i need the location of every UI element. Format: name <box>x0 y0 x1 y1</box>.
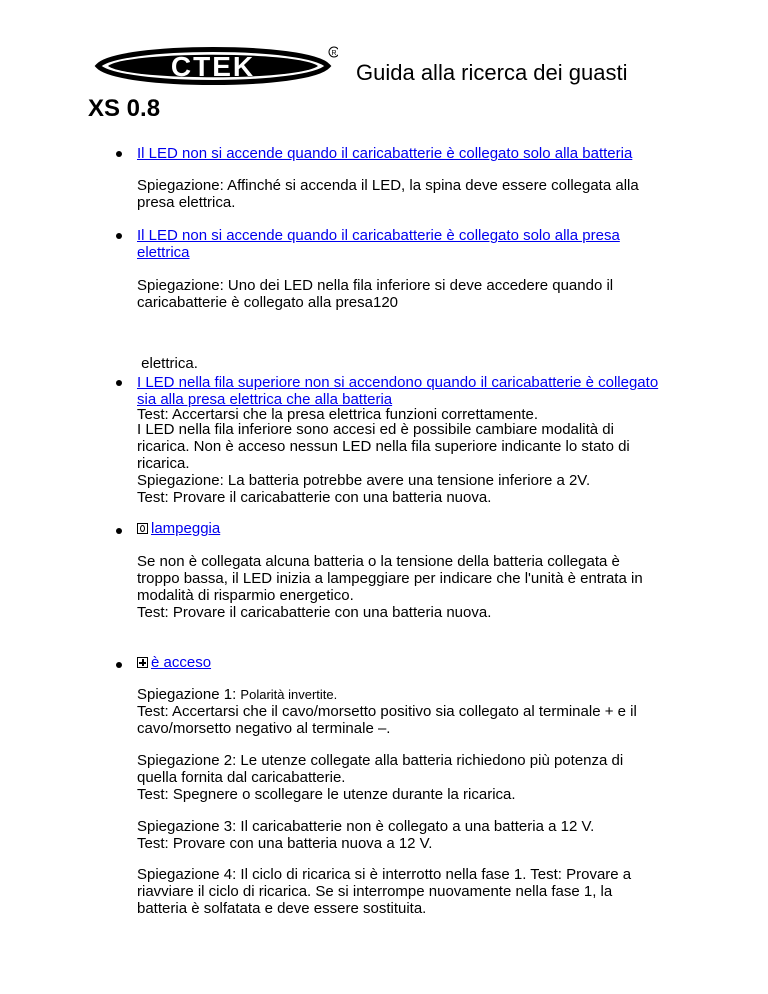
fault-led-icon <box>137 657 148 668</box>
issue-link-1[interactable]: Il LED non si accende quando il caricabatterie è collegato solo alla batteria <box>137 145 633 162</box>
standby-led-icon <box>137 523 148 534</box>
issue-link-4[interactable]: lampeggia <box>137 520 697 537</box>
issue-link-2[interactable]: Il LED non si accende quando il caricabatterie è collegato solo alla presa elettrica <box>137 227 620 261</box>
test-2: elettrica. Test: Accertarsi che la presa elettrica funzioni correttamente. <box>137 355 539 423</box>
issue-link-3[interactable]: I LED nella fila superiore non si accendono quando il caricabatterie è collegato sia alla presa elettrica che alla batteria <box>137 374 659 408</box>
document-title: Guida alla ricerca dei guasti <box>356 60 628 85</box>
explanation-5-4: Spiegazione 4: Il ciclo di ricarica si è interrotto nella fase 1. Test: Provare a riavviare il ciclo di ricarica. Se si interrompe nuovamente nella fase 1, la batteria è solfatata e deve essere sostituita. <box>137 866 632 917</box>
explanation-5-2: Spiegazione 2: Le utenze collegate alla batteria richiedono più potenza di quella fornita dal caricabatterie. Test: Spegnere o scollegare le utenze durante la ricarica. <box>137 752 624 803</box>
bullet <box>116 380 122 386</box>
logo-wordmark: CTEK <box>170 51 256 82</box>
bullet <box>116 233 122 239</box>
bullet <box>116 662 122 668</box>
explanation-5-3: Spiegazione 3: Il caricabatterie non è collegato a una batteria a 12 V. Test: Provare con una batteria nuova a 12 V. <box>137 818 595 852</box>
issue-link-5[interactable]: è acceso <box>137 654 697 671</box>
bullet <box>116 151 122 157</box>
explanation-3: I LED nella fila inferiore sono accesi ed è possibile cambiare modalità di ricarica. Non è acceso nessun LED nella fila superiore indicante lo stato di ricarica. Spiegazione: La batteria potrebbe avere una tensione inferiore a 2V. Test: Provare il caricabatterie con una batteria nuova. <box>137 421 630 506</box>
explanation-5-1: Spiegazione 1: Polarità invertite. Test: Accertarsi che il cavo/morsetto positivo sia collegato al terminale + e il cavo/morsetto negativo al terminale –. <box>137 686 637 737</box>
ctek-logo <box>88 38 338 94</box>
bullet <box>116 528 122 534</box>
explanation-2: Spiegazione: Uno dei LED nella fila inferiore si deve accedere quando il caricabatterie è collegato alla presa120 <box>137 277 614 311</box>
model-heading: XS 0.8 <box>88 95 161 122</box>
svg-text:R: R <box>331 50 337 57</box>
explanation-1: Spiegazione: Affinché si accenda il LED, la spina deve essere collegata alla presa elettrica. <box>137 177 639 211</box>
explanation-4: Se non è collegata alcuna batteria o la tensione della batteria collegata è troppo bassa, il LED inizia a lampeggiare per indicare che l'unità è entrata in modalità di risparmio energetico. Test: Provare il caricabatterie con una batteria nuova. <box>137 553 643 621</box>
